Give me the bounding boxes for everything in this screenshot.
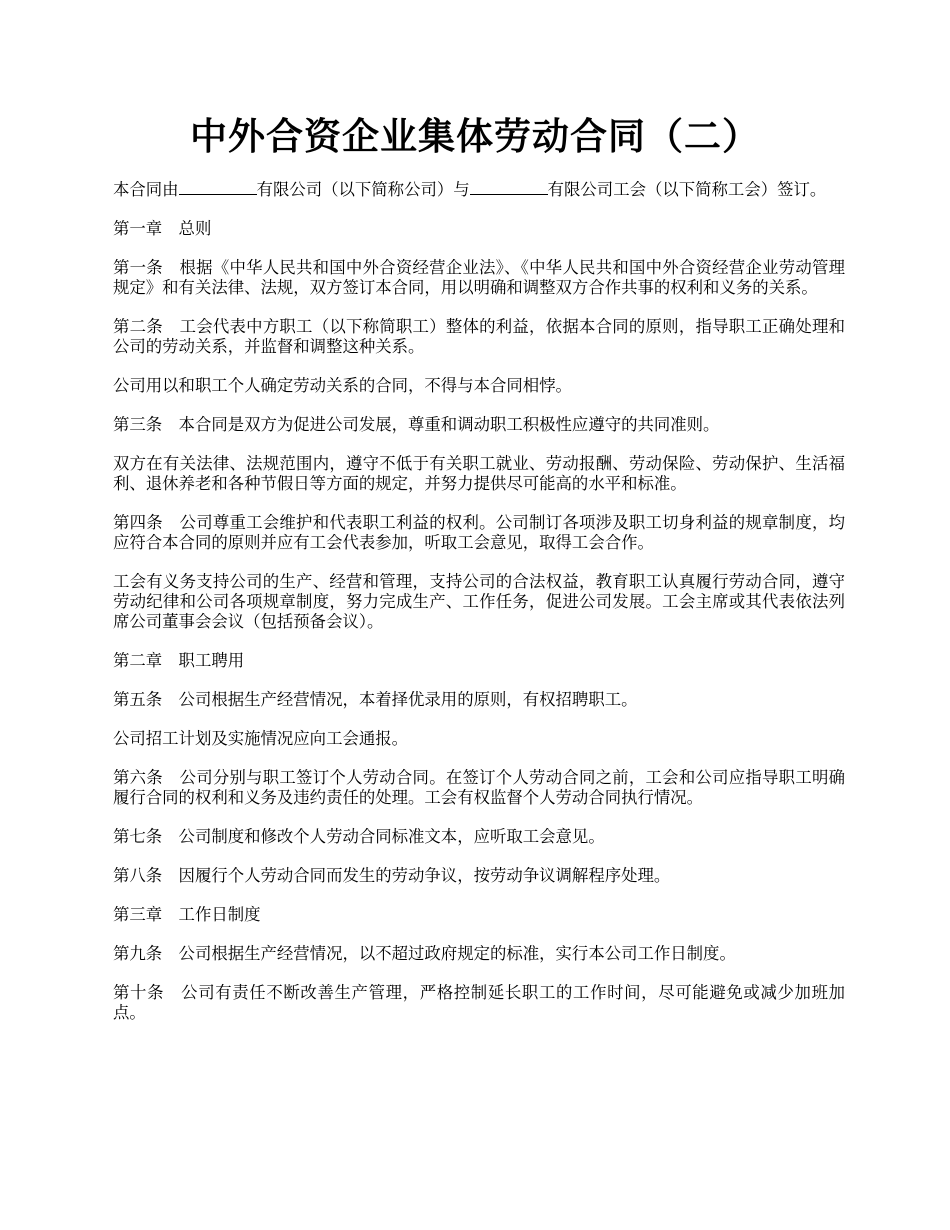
document-body: [113, 180, 845, 1042]
intro-paragraph: [113, 180, 845, 200]
article-3-note: 双方在有关法律、法规范围内，遵守不低于有关职工就业、劳动报酬、劳动保险、劳动保护、生活福利、退休养老和各种节假日等方面的规定，并努力提供尽可能高的水平和标准。: [113, 454, 845, 493]
article-2-note: 公司用以和职工个人确定劳动关系的合同，不得与本合同相悖。: [113, 376, 572, 395]
union-name-blank: [470, 180, 548, 195]
article-1: 第一条 根据《中华人民共和国中外合资经营企业法》、《中华人民共和国中外合资经营企业劳动管理规定》和有关法律、法规，双方签订本合同，用以明确和调整双方合作共事的权利和义务的关系。: [113, 258, 845, 297]
article-10: 第十条 公司有责任不断改善生产管理，严格控制延长职工的工作时间，尽可能避免或减少加班加点。: [113, 983, 845, 1022]
article-4: 第四条 公司尊重工会维护和代表职工利益的权利。公司制订各项涉及职工切身利益的规章制度，均应符合本合同的原则并应有工会代表参加，听取工会意见，取得工会合作。: [113, 513, 845, 552]
article-4-note: 工会有义务支持公司的生产、经营和管理，支持公司的合法权益，教育职工认真履行劳动合同，遵守劳动纪律和公司各项规章制度，努力完成生产、工作任务，促进公司发展。工会主席或其代表依法列席公司董事会会议（包括预备会议）。: [113, 572, 845, 631]
chapter-3-heading: 第三章 工作日制度: [113, 905, 261, 924]
intro-text-3: 有限公司工会（以下简称工会）签订。: [547, 180, 827, 199]
article-5: 第五条 公司根据生产经营情况，本着择优录用的原则，有权招聘职工。: [113, 690, 638, 709]
article-8: 第八条 因履行个人劳动合同而发生的劳动争议，按劳动争议调解程序处理。: [113, 866, 671, 885]
document-title: 中外合资企业集体劳动合同（二）: [190, 114, 760, 158]
article-7: 第七条 公司制度和修改个人劳动合同标准文本，应听取工会意见。: [113, 827, 605, 846]
article-6: 第六条 公司分别与职工签订个人劳动合同。在签订个人劳动合同之前，工会和公司应指导职工明确履行合同的权利和义务及违约责任的处理。工会有权监督个人劳动合同执行情况。: [113, 768, 845, 807]
intro-text-2: 有限公司（以下简称公司）与: [256, 180, 470, 199]
article-2: 第二条 工会代表中方职工（以下称简职工）整体的利益，依据本合同的原则，指导职工正确处理和公司的劳动关系，并监督和调整这种关系。: [113, 317, 845, 356]
company-name-blank: [179, 180, 257, 195]
article-3: 第三条 本合同是双方为促进公司发展，尊重和调动职工积极性应遵守的共同准则。: [113, 415, 720, 434]
article-9: 第九条 公司根据生产经营情况，以不超过政府规定的标准，实行本公司工作日制度。: [113, 944, 736, 963]
chapter-1-heading: 第一章 总则: [113, 219, 212, 238]
chapter-2-heading: 第二章 职工聘用: [113, 651, 245, 670]
article-5-note: 公司招工计划及实施情况应向工会通报。: [113, 729, 409, 748]
intro-text-1: 本合同由: [113, 180, 179, 199]
